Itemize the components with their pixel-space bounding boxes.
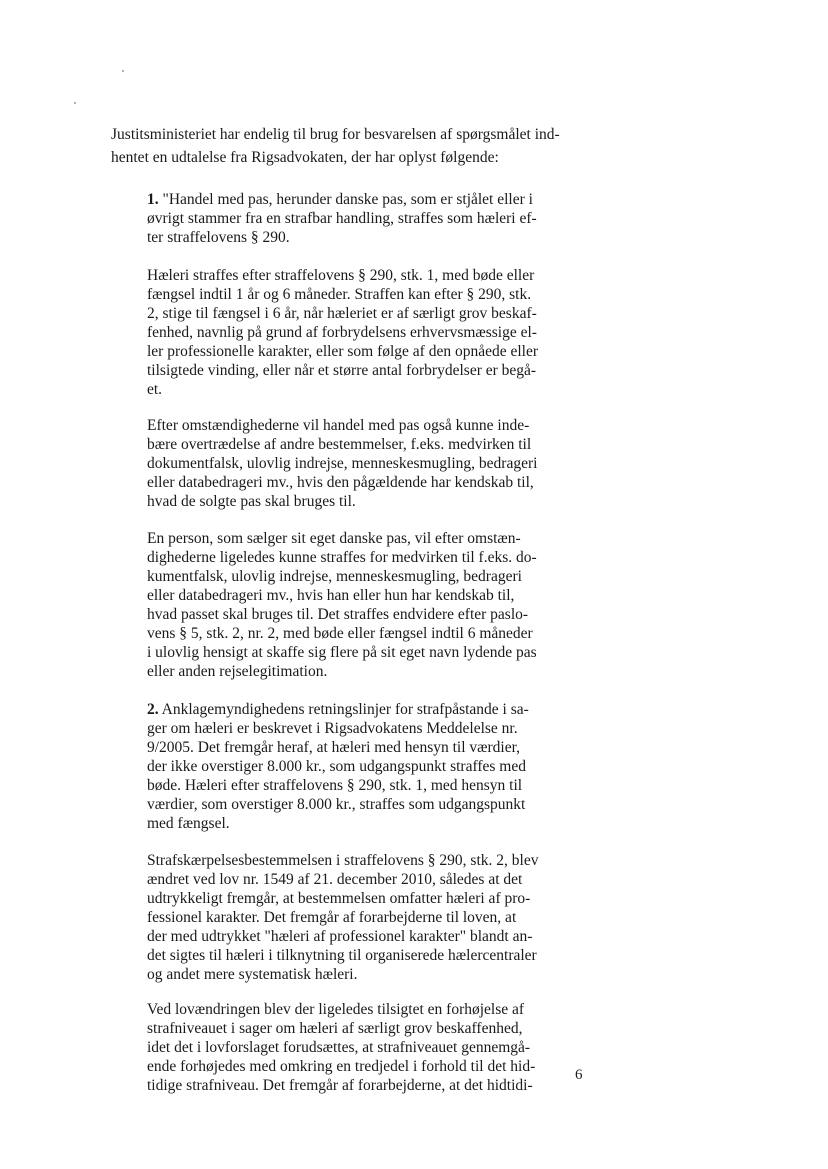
text-line: eller databedrageri mv., hvis han eller hun har kendskab til, [147, 587, 515, 604]
text-line: der med udtrykket "hæleri af professionel karakter" blandt an- [147, 928, 533, 945]
text-line: med fængsel. [147, 815, 230, 832]
text-line: kumentfalsk, ulovlig indrejse, menneskesmugling, bedrageri [147, 568, 522, 585]
scan-speck [74, 102, 76, 104]
text-line: bøde. Hæleri efter straffelovens § 290, stk. 1, med hensyn til [147, 777, 523, 794]
text-line: Anklagemyndighedens retningslinjer for strafpåstande i sa- [158, 701, 529, 718]
text-line: i ulovlig hensigt at skaffe sig flere på sit eget navn lydende pas [147, 644, 537, 661]
text-line: dokumentfalsk, ulovlig indrejse, menneskesmugling, bedrageri [147, 455, 538, 472]
text-line: vens § 5, stk. 2, nr. 2, med bøde eller fængsel indtil 6 måneder [147, 625, 533, 642]
section-first-line [147, 190, 533, 209]
scan-speck [122, 70, 124, 72]
text-line: ter straffelovens § 290. [147, 229, 290, 246]
section-number: 1. [147, 191, 159, 208]
text-line: ler professionelle karakter, eller som følge af den opnåede eller [147, 343, 539, 360]
section-number: 2. [147, 701, 159, 718]
text-line: tidige strafniveau. Det fremgår af forarbejderne, at det hidtidi- [147, 1077, 533, 1094]
text-line: der ikke overstiger 8.000 kr., som udgangspunkt straffes med [147, 758, 526, 775]
text-line: Efter omstændighederne vil handel med pas også kunne inde- [147, 417, 530, 434]
text-line: "Handel med pas, herunder danske pas, som er stjålet eller i [158, 191, 533, 208]
section-first-line [147, 700, 529, 719]
text-line: fængsel indtil 1 år og 6 måneder. Straffen kan efter § 290, stk. [147, 286, 532, 303]
text-line: det sigtes til hæleri i tilknytning til organiserede hælercentraler [147, 947, 537, 964]
text-line: fenhed, navnlig på grund af forbrydelsens erhvervsmæssige el- [147, 324, 537, 341]
text-line: Ved lovændringen blev der ligeledes tilsigtet en forhøjelse af [147, 1001, 525, 1018]
text-line: 2, stige til fængsel i 6 år, når hæleriet er af særligt grov beskaf- [147, 305, 537, 322]
text-line: ændret ved lov nr. 1549 af 21. december 2010, således at det [147, 871, 523, 888]
page-number: 6 [575, 1067, 583, 1083]
text-line: Justitsministeriet har endelig til brug for besvarelsen af spørgsmålet ind- [111, 126, 560, 143]
text-line: ende forhøjedes med omkring en tredjedel i forhold til det hid- [147, 1058, 536, 1075]
text-line: et. [147, 381, 163, 398]
text-line: 9/2005. Det fremgår heraf, at hæleri med hensyn til værdier, [147, 739, 520, 756]
text-line: værdier, som overstiger 8.000 kr., straffes som udgangspunkt [147, 796, 526, 813]
text-line: ger om hæleri er beskrevet i Rigsadvokatens Meddelelse nr. [147, 720, 518, 737]
text-line: idet det i lovforslaget forudsættes, at strafniveauet gennemgå- [147, 1039, 531, 1056]
text-line: eller databedrageri mv., hvis den pågældende har kendskab til, [147, 474, 534, 491]
text-line: En person, som sælger sit eget danske pas, vil efter omstæn- [147, 530, 521, 547]
text-line: tilsigtede vinding, eller når et større antal forbrydelser er begå- [147, 362, 537, 379]
text-line: hvad de solgte pas skal bruges til. [147, 493, 356, 510]
text-line: hvad passet skal bruges til. Det straffes endvidere efter paslo- [147, 606, 529, 623]
text-line: Strafskærpelsesbestemmelsen i straffelovens § 290, stk. 2, blev [147, 852, 539, 869]
text-line: eller anden rejselegitimation. [147, 663, 328, 680]
text-line: hentet en udtalelse fra Rigsadvokaten, der har oplyst følgende: [111, 149, 499, 166]
text-line: øvrigt stammer fra en strafbar handling, straffes som hæleri ef- [147, 210, 537, 227]
text-line: Hæleri straffes efter straffelovens § 290, stk. 1, med bøde eller [147, 267, 535, 284]
text-line: og andet mere systematisk hæleri. [147, 966, 358, 983]
text-line: strafniveauet i sager om hæleri af særligt grov beskaffenhed, [147, 1020, 523, 1037]
text-line: udtrykkeligt fremgår, at bestemmelsen omfatter hæleri af pro- [147, 890, 531, 907]
text-line: dighederne ligeledes kunne straffes for medvirken til f.eks. do- [147, 549, 537, 566]
text-line: fessionel karakter. Det fremgår af forarbejderne til loven, at [147, 909, 517, 926]
text-line: bære overtrædelse af andre bestemmelser, f.eks. medvirken til [147, 436, 532, 453]
